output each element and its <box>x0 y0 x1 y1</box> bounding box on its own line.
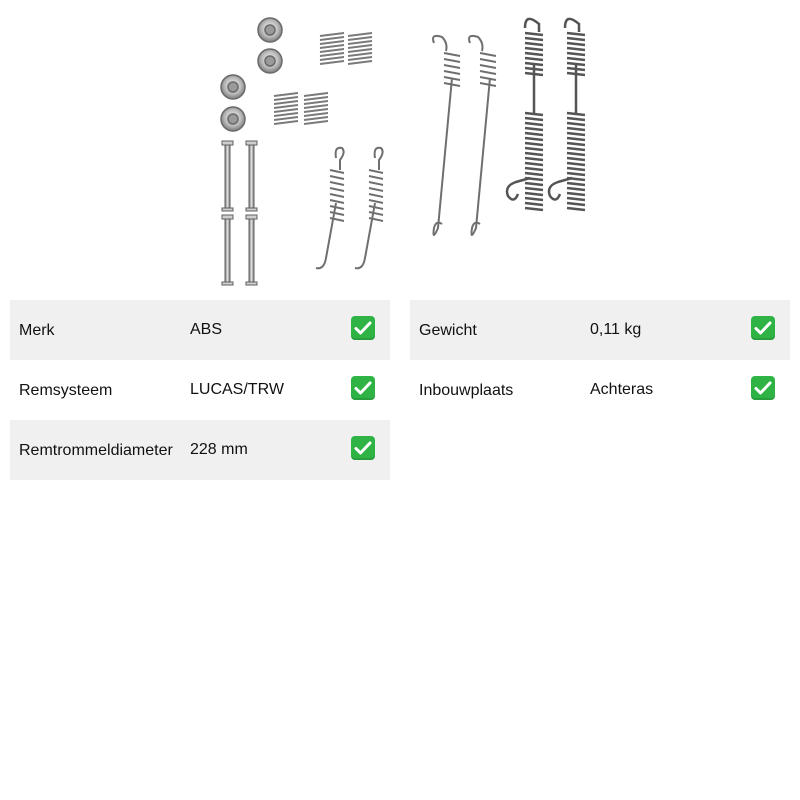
spec-value: ABS <box>190 321 223 338</box>
spec-row-drum-diameter <box>10 420 390 480</box>
spec-table-left <box>10 300 390 480</box>
small-spring-icon <box>274 33 372 124</box>
spec-table-right <box>410 300 790 420</box>
spec-label: Inbouwplaats <box>419 382 514 399</box>
heavy-spring-icon <box>507 19 585 210</box>
spec-label: Remtrommeldiameter <box>19 442 173 459</box>
hold-down-pin-icon <box>222 141 257 285</box>
spec-label: Gewicht <box>419 322 477 339</box>
spec-value: 228 mm <box>190 441 248 458</box>
long-spring-icon <box>433 36 496 235</box>
checkmark-icon <box>751 316 775 340</box>
checkmark-icon <box>351 316 375 340</box>
spec-row-fitting-position <box>410 360 790 420</box>
spec-row-weight <box>410 300 790 360</box>
spec-value: Achteras <box>590 381 654 398</box>
product-image <box>200 8 600 290</box>
checkmark-icon <box>351 436 375 460</box>
spec-value: 0,11 kg <box>590 321 642 338</box>
return-spring-icon <box>316 148 383 269</box>
spec-row-brand <box>10 300 390 360</box>
spec-value: LUCAS/TRW <box>190 381 284 398</box>
spec-label: Remsysteem <box>19 382 113 399</box>
checkmark-icon <box>351 376 375 400</box>
brake-kit-illustration-icon <box>200 8 600 290</box>
spec-row-brake-system <box>10 360 390 420</box>
spec-label: Merk <box>19 322 55 339</box>
checkmark-icon <box>751 376 775 400</box>
washer-icon <box>221 18 282 131</box>
